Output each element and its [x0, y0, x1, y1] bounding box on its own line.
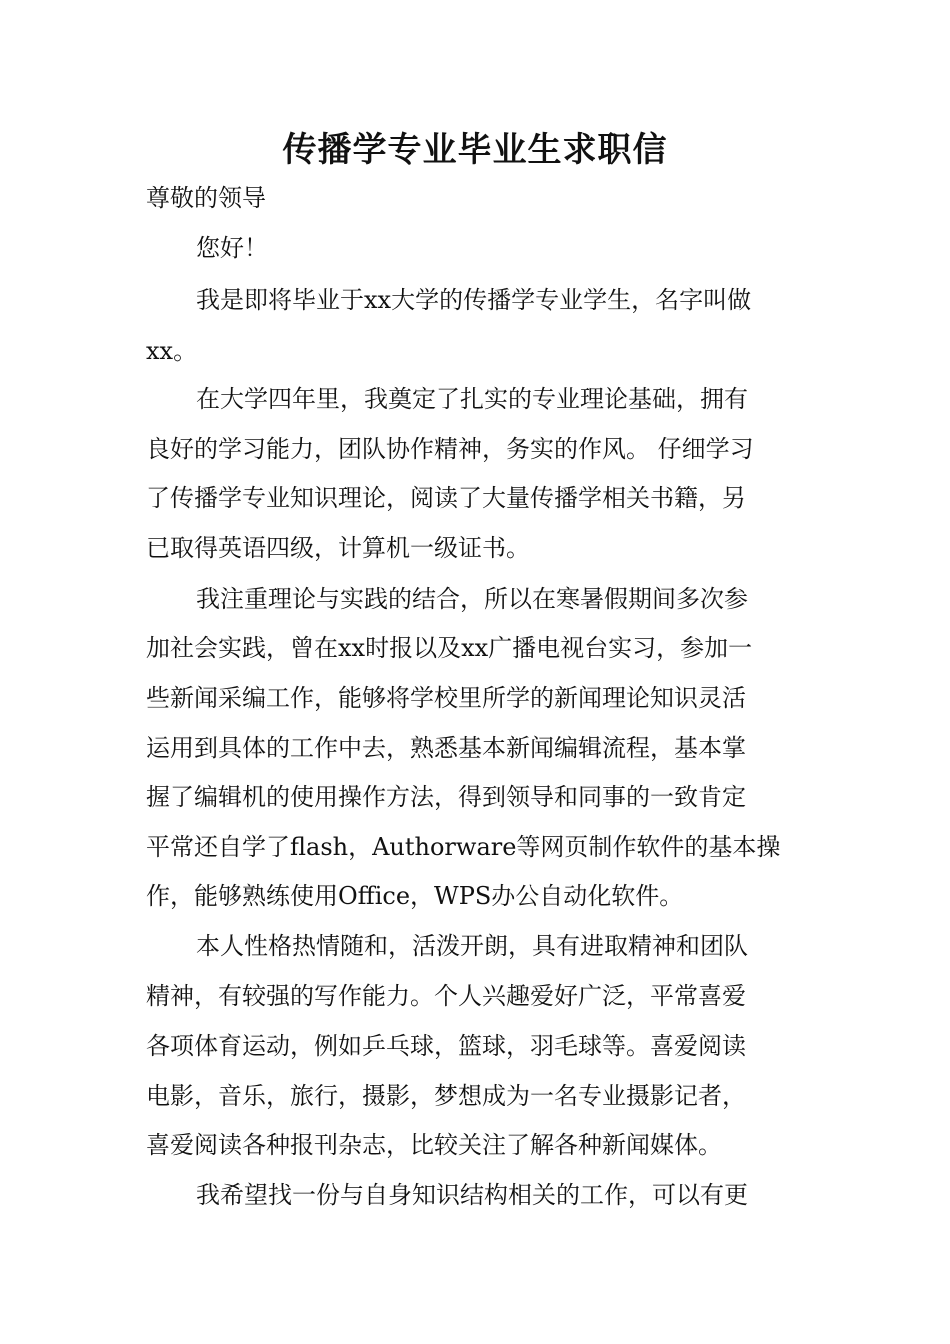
document-title: 传播学专业毕业生求职信: [282, 130, 668, 170]
paragraph-line: 我是即将毕业于xx大学的传播学专业学生，名字叫做: [196, 286, 752, 314]
paragraph-line: 加社会实践，曾在xx时报以及xx广播电视台实习，参加一: [146, 634, 753, 662]
paragraph-line: 在大学四年里，我奠定了扎实的专业理论基础，拥有: [196, 385, 748, 413]
paragraph-line: 已取得英语四级，计算机一级证书。: [146, 534, 530, 562]
paragraph-line: 本人性格热情随和，活泼开朗，具有进取精神和团队: [196, 932, 748, 960]
paragraph-line: 运用到具体的工作中去，熟悉基本新闻编辑流程，基本掌: [146, 734, 746, 762]
paragraph-line: 我希望找一份与自身知识结构相关的工作，可以有更: [196, 1181, 748, 1209]
paragraph-line: 电影，音乐，旅行，摄影，梦想成为一名专业摄影记者，: [146, 1082, 746, 1110]
paragraph-line: 握了编辑机的使用操作方法，得到领导和同事的一致肯定: [146, 783, 746, 811]
paragraph-line: 平常还自学了flash，Authorware等网页制作软件的基本操: [146, 833, 781, 861]
paragraph-line: 喜爱阅读各种报刊杂志，比较关注了解各种新闻媒体。: [146, 1131, 722, 1159]
paragraph-line: 作，能够熟练使用Office，WPS办公自动化软件。: [146, 882, 684, 910]
paragraph-line: 我注重理论与实践的结合，所以在寒暑假期间多次参: [196, 585, 748, 613]
paragraph-line: 各项体育运动，例如乒乓球，篮球，羽毛球等。喜爱阅读: [146, 1032, 746, 1060]
greeting: 您好！: [196, 234, 268, 262]
paragraph-line: 些新闻采编工作，能够将学校里所学的新闻理论知识灵活: [146, 684, 746, 712]
paragraph-line: xx。: [146, 337, 198, 365]
paragraph-line: 了传播学专业知识理论，阅读了大量传播学相关书籍，另: [146, 484, 746, 512]
paragraph-line: 良好的学习能力，团队协作精神，务实的作风。 仔细学习: [146, 435, 754, 463]
salutation: 尊敬的领导: [146, 184, 266, 212]
paragraph-line: 精神，有较强的写作能力。个人兴趣爱好广泛，平常喜爱: [146, 982, 746, 1010]
